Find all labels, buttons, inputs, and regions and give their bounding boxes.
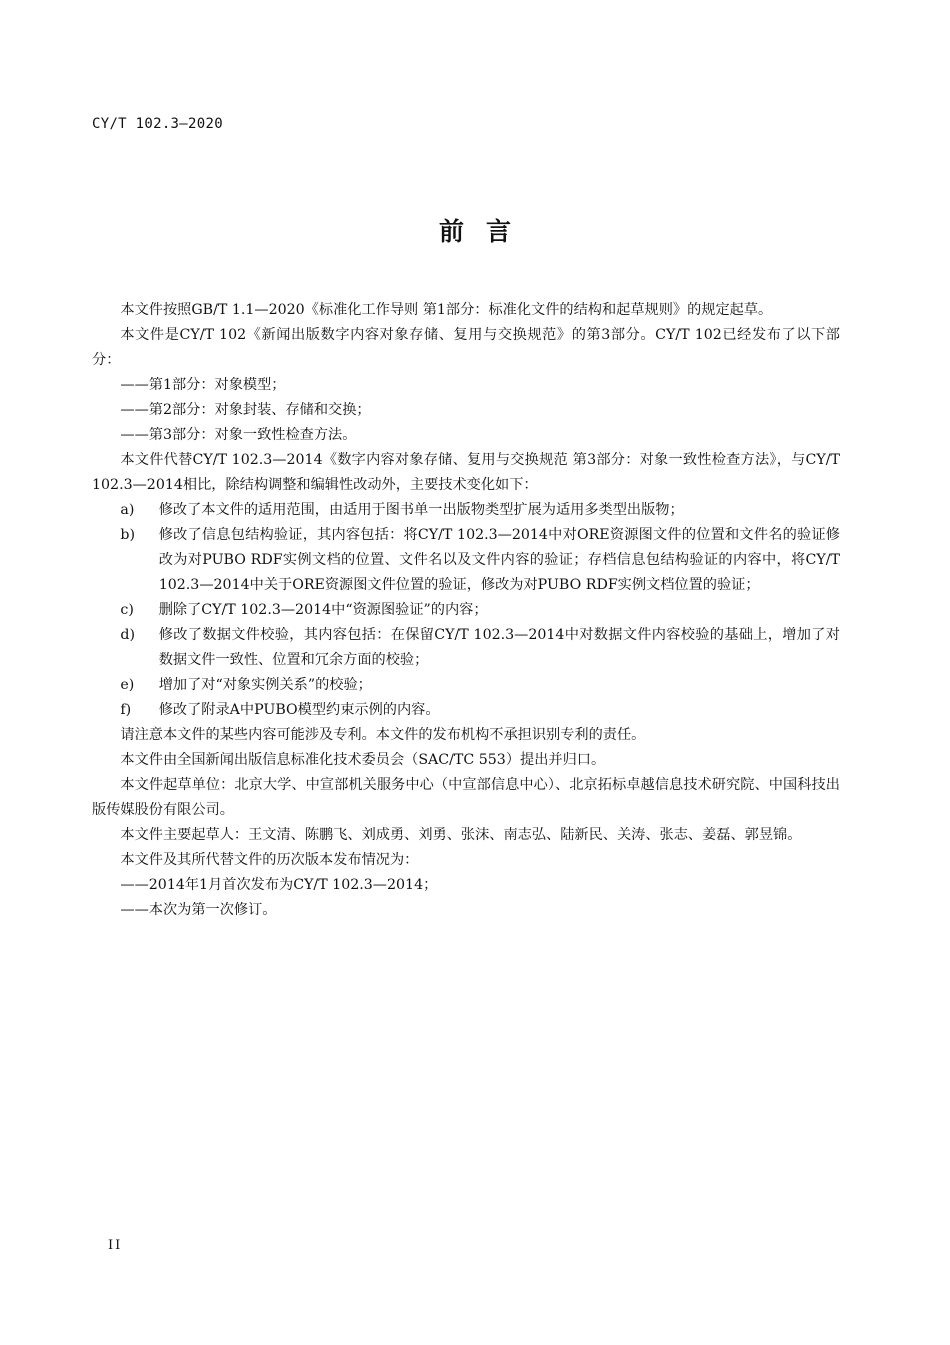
change-item-f <box>92 698 840 723</box>
list-item-history-current: ——本次为第一次修订。 <box>120 902 277 918</box>
paragraph-drafting-units: 本文件起草单位：北京大学、中宣部机关服务中心（中宣部信息中心）、北京拓标卓越信息技术研究院、中国科技出版传媒股份有限公司。 <box>92 777 840 818</box>
paragraph-proposer: 本文件由全国新闻出版信息标准化技术委员会（SAC/TC 553）提出并归口。 <box>120 752 606 768</box>
change-text: 修改了信息包结构验证，其内容包括：将CY/T 102.3—2014中对ORE资源图文件的位置和文件名的验证修改为对PUBO RDF实例文档的位置、文件名以及文件内容的验证；存档信息包结构验证的内容中，将CY/T 102.3—2014中关于ORE资源图文件位置的验证，修改为对PUBO RDF实例文档位置的验证； <box>158 527 840 593</box>
change-label: f) <box>120 702 132 718</box>
change-item-e <box>92 673 840 698</box>
paragraph-drafters: 本文件主要起草人：王文清、陈鹏飞、刘成勇、刘勇、张沫、南志弘、陆新民、关涛、张志、姜磊、郭昱锦。 <box>120 827 802 843</box>
list-item-part-2: ——第2部分：对象封装、存储和交换； <box>120 402 371 418</box>
change-label: a) <box>120 502 135 518</box>
change-label: e) <box>120 677 135 693</box>
page-number: II <box>108 1238 123 1253</box>
paragraph-drafting-basis: 本文件按照GB/T 1.1—2020《标准化工作导则 第1部分：标准化文件的结构和起草规则》的规定起草。 <box>120 302 773 318</box>
paragraph-series-intro: 本文件是CY/T 102《新闻出版数字内容对象存储、复用与交换规范》的第3部分。CY/T 102已经发布了以下部分： <box>92 327 840 368</box>
list-item-part-1: ——第1部分：对象模型； <box>120 377 286 393</box>
paragraph-version-history: 本文件及其所代替文件的历次版本发布情况为： <box>120 852 419 868</box>
list-item-history-2014: ——2014年1月首次发布为CY/T 102.3—2014； <box>120 877 438 893</box>
foreword-body <box>92 298 840 923</box>
change-text: 修改了附录A中PUBO模型约束示例的内容。 <box>158 702 440 718</box>
list-item-part-3: ——第3部分：对象一致性检查方法。 <box>120 427 357 443</box>
change-item-b <box>92 523 840 598</box>
change-text: 修改了数据文件校验，其内容包括：在保留CY/T 102.3—2014中对数据文件内容校验的基础上，增加了对数据文件一致性、位置和冗余方面的校验； <box>158 627 840 668</box>
paragraph-replacement: 本文件代替CY/T 102.3—2014《数字内容对象存储、复用与交换规范 第3部分：对象一致性检查方法》，与CY/T 102.3—2014相比，除结构调整和编辑性改动外，主要技术变化如下： <box>92 452 840 493</box>
page-title: 前言 <box>438 217 533 246</box>
change-item-c <box>92 598 840 623</box>
change-text: 修改了本文件的适用范围，由适用于图书单一出版物类型扩展为适用多类型出版物； <box>158 502 684 518</box>
change-item-d <box>92 623 840 673</box>
change-text: 删除了CY/T 102.3—2014中“资源图验证”的内容； <box>158 602 488 618</box>
standard-code: CY/T 102.3—2020 <box>92 116 223 132</box>
change-item-a <box>92 498 840 523</box>
change-text: 增加了对“对象实例关系”的校验； <box>158 677 372 693</box>
paragraph-patent-notice: 请注意本文件的某些内容可能涉及专利。本文件的发布机构不承担识别专利的责任。 <box>120 727 646 743</box>
change-label: c) <box>120 602 134 618</box>
change-label: d) <box>120 627 136 643</box>
change-label: b) <box>120 527 136 543</box>
